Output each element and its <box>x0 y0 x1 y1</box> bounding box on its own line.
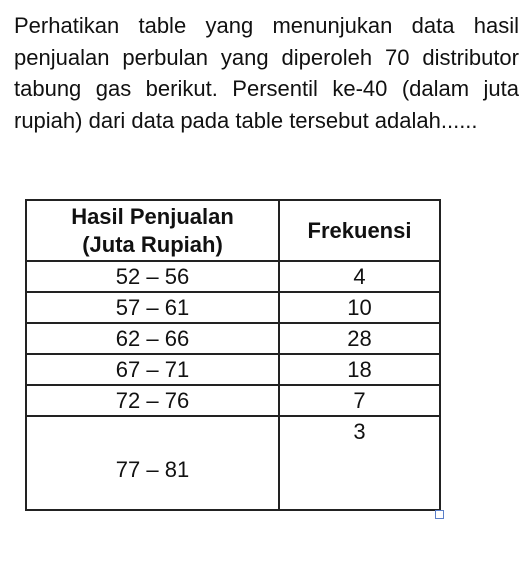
sales-range-cell: 72 – 76 <box>26 385 279 416</box>
table-row <box>26 323 440 354</box>
table-row <box>26 261 440 292</box>
frequency-cell: 7 <box>279 385 440 416</box>
sales-frequency-table <box>25 199 441 511</box>
table-row <box>26 292 440 323</box>
sales-range-cell: 62 – 66 <box>26 323 279 354</box>
question-text: Perhatikan table yang menunjukan data hasil penjualan perbulan yang diperoleh 70 distributor tabung gas berikut. Persentil ke-40 (dalam juta rupiah) dari data pada table tersebut adalah...... <box>14 13 519 133</box>
header-sales-line1: Hasil Penjualan <box>71 203 234 229</box>
sales-range-cell: 57 – 61 <box>26 292 279 323</box>
header-frequency: Frekuensi <box>279 200 440 261</box>
frequency-cell: 18 <box>279 354 440 385</box>
table-header-row <box>26 200 440 261</box>
sales-range-cell: 77 – 81 <box>26 416 279 510</box>
sales-range-cell: 52 – 56 <box>26 261 279 292</box>
frequency-cell: 3 <box>279 416 440 510</box>
frequency-cell: 10 <box>279 292 440 323</box>
table-row <box>26 416 440 510</box>
table-row <box>26 354 440 385</box>
table-resize-handle[interactable] <box>435 510 444 519</box>
frequency-cell: 28 <box>279 323 440 354</box>
table-row <box>26 385 440 416</box>
header-sales <box>26 200 279 261</box>
sales-range-cell: 67 – 71 <box>26 354 279 385</box>
sales-frequency-table-container <box>25 199 439 511</box>
header-sales-line2: (Juta Rupiah) <box>82 231 223 257</box>
frequency-cell: 4 <box>279 261 440 292</box>
